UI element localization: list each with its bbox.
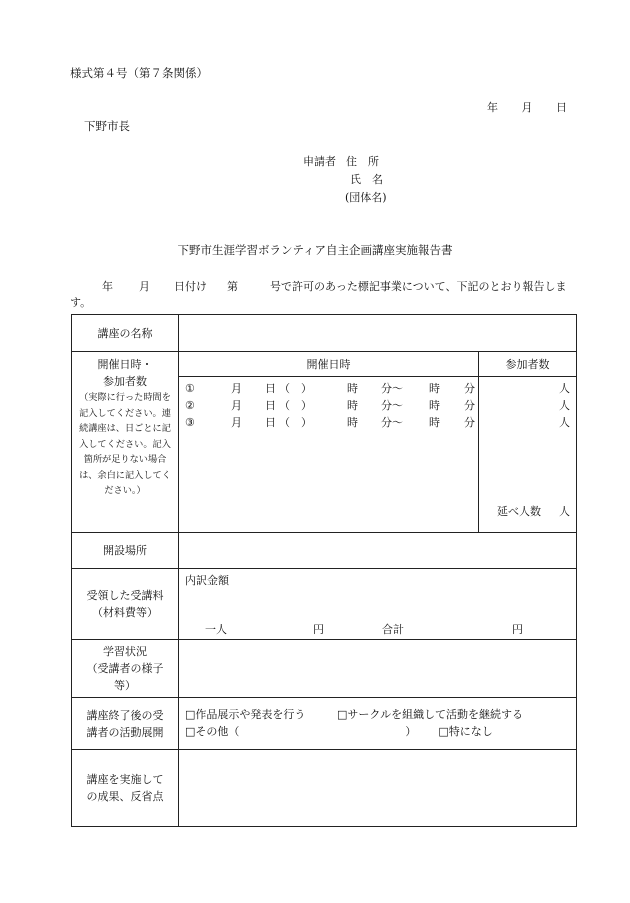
participants-row-2: 人	[559, 399, 570, 412]
learning-field[interactable]	[179, 640, 577, 698]
after-label-line1: 講座終了後の受	[86, 708, 164, 722]
address-label: 住 所	[346, 155, 379, 168]
fee-breakdown-label: 内訳金額	[185, 574, 229, 587]
learning-label-line1: 学習状況	[103, 645, 147, 658]
results-label-line1: 講座を実施して	[86, 773, 164, 786]
fee-total-label: 合計	[382, 623, 404, 636]
venue-label: 開設場所	[72, 533, 179, 569]
fee-label-line1: 受領した受講料	[86, 589, 164, 602]
date-month: 月	[521, 101, 533, 114]
participants-row-1: 人	[559, 382, 570, 395]
schedule-label-line1: 開催日時・	[97, 358, 153, 371]
document-title: 下野市生涯学習ボランティア自主企画講座実施報告書	[177, 243, 453, 257]
group-label: (団体名)	[345, 191, 387, 204]
after-label-cell	[72, 698, 179, 750]
learning-label-cell	[72, 640, 179, 698]
name-label: 氏 名	[350, 173, 383, 186]
schedule-header: 開催日時	[179, 352, 479, 377]
participants-row-3: 人	[559, 416, 570, 429]
date-year: 年	[487, 101, 498, 114]
learning-label-line3: 等）	[114, 679, 136, 692]
results-field[interactable]	[179, 750, 577, 827]
schedule-row-2: ② 月 日 （ ） 時 分～ 時 分	[185, 399, 475, 412]
total-label: 延べ人数	[497, 505, 541, 518]
participants-header: 参加者数	[479, 352, 577, 377]
body-number-prefix: 第	[227, 280, 238, 293]
fee-per-person: 一人	[205, 623, 227, 636]
form-number: 様式第４号（第７条関係）	[70, 66, 208, 80]
schedule-row-3: ③ 月 日 （ ） 時 分～ 時 分	[185, 416, 475, 429]
after-label-line2: 講者の活動展開	[86, 725, 164, 739]
schedule-rows-cell[interactable]	[179, 377, 479, 533]
date-line	[487, 101, 567, 115]
course-name-field[interactable]	[179, 315, 577, 352]
venue-field[interactable]	[179, 533, 577, 569]
body-sentence: 号で許可のあった標記事業について、下記のとおり報告します。	[70, 280, 567, 309]
fee-label-line2: （材料費等）	[92, 606, 158, 619]
fee-field[interactable]	[179, 569, 577, 640]
body-day-dated: 日付け	[174, 280, 207, 293]
report-table	[71, 314, 577, 827]
after-options-cell	[179, 698, 577, 750]
fee-label-cell	[72, 569, 179, 640]
option-circle[interactable]: □サークルを組織して活動を継続する	[337, 708, 524, 721]
fee-amount-line	[205, 621, 523, 637]
results-label-line2: の成果、反省点	[86, 790, 164, 803]
schedule-row-1: ① 月 日 （ ） 時 分～ 時 分	[185, 382, 475, 395]
body-text	[70, 279, 575, 311]
option-none[interactable]: □特になし	[438, 725, 493, 738]
date-day: 日	[556, 101, 567, 114]
schedule-label-line2: 参加者数	[103, 375, 147, 388]
fee-yen-1: 円	[313, 623, 324, 636]
applicant-block	[303, 155, 387, 209]
participants-cell[interactable]	[479, 377, 577, 533]
addressee: 下野市長	[84, 119, 130, 133]
body-month: 月	[139, 280, 150, 293]
schedule-note: （実際に行った時間を記入してください。連続講座は、日ごとに記入してください。記入箇所が足りない場合は、余白に記入してください。）	[79, 392, 171, 496]
learning-label-line2: （受講者の様子	[86, 662, 164, 675]
results-label-cell	[72, 750, 179, 827]
total-participants	[497, 503, 570, 519]
schedule-label-cell	[72, 352, 179, 533]
applicant-label: 申請者	[303, 155, 336, 168]
body-year: 年	[102, 280, 113, 293]
total-unit: 人	[559, 505, 570, 518]
option-exhibit[interactable]: □作品展示や発表を行う	[185, 708, 306, 721]
option-other[interactable]: □その他（ ）	[185, 725, 417, 738]
fee-yen-2: 円	[512, 623, 523, 636]
course-name-label: 講座の名称	[72, 315, 179, 352]
